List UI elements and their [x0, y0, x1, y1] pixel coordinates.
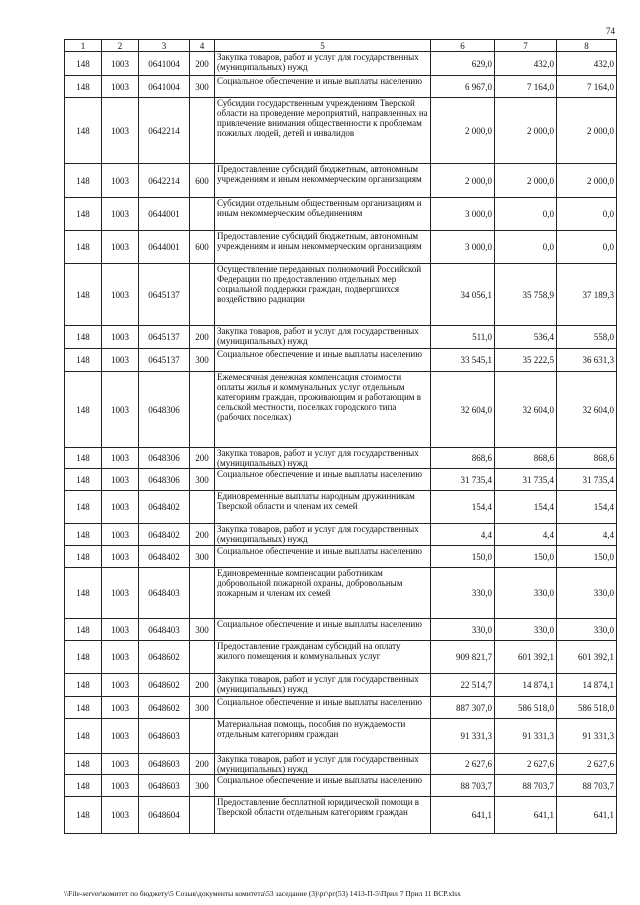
amount-year2-cell: 330,0 — [495, 568, 557, 619]
description-cell: Социальное обеспечение и иные выплаты населению — [215, 697, 431, 719]
description-cell: Закупка товаров, работ и услуг для государственных (муниципальных) нужд — [215, 52, 431, 76]
amount-year1-cell: 150,0 — [431, 546, 495, 568]
amount-year2-cell: 91 331,3 — [495, 719, 557, 754]
section-cell: 1003 — [102, 524, 139, 546]
amount-year3-cell: 586 518,0 — [557, 697, 617, 719]
section-cell: 1003 — [102, 568, 139, 619]
section-cell: 1003 — [102, 448, 139, 469]
code-admin-cell: 148 — [65, 546, 102, 568]
amount-year1-cell: 2 000,0 — [431, 164, 495, 198]
amount-year3-cell: 2 000,0 — [557, 98, 617, 164]
target-article-cell: 0648603 — [139, 775, 190, 797]
description-cell: Закупка товаров, работ и услуг для государственных (муниципальных) нужд — [215, 326, 431, 349]
code-admin-cell: 148 — [65, 619, 102, 641]
amount-year3-cell: 0,0 — [557, 231, 617, 264]
description-cell: Социальное обеспечение и иные выплаты населению — [215, 349, 431, 372]
amount-year1-cell: 330,0 — [431, 568, 495, 619]
expense-type-cell — [190, 641, 215, 674]
table-row — [65, 674, 617, 697]
section-cell: 1003 — [102, 797, 139, 834]
description-cell: Ежемесячная денежная компенсация стоимости оплаты жилья и коммунальных услуг отдельным категориям граждан, проживающим и работающим в сельской местности, поселках городского типа (рабочих поселках) — [215, 372, 431, 448]
expense-type-cell: 300 — [190, 619, 215, 641]
expense-type-cell — [190, 797, 215, 834]
table-row — [65, 469, 617, 491]
description-cell: Субсидии отдельным общественным организациям и иным некоммерческим объединениям — [215, 198, 431, 231]
amount-year3-cell: 432,0 — [557, 52, 617, 76]
col-header-3: 3 — [139, 40, 190, 52]
table-row — [65, 231, 617, 264]
amount-year3-cell: 558,0 — [557, 326, 617, 349]
budget-table-container — [64, 39, 617, 834]
description-cell: Социальное обеспечение и иные выплаты населению — [215, 775, 431, 797]
target-article-cell: 0648602 — [139, 674, 190, 697]
section-cell: 1003 — [102, 719, 139, 754]
table-row — [65, 697, 617, 719]
description-cell: Социальное обеспечение и иные выплаты населению — [215, 619, 431, 641]
table-row — [65, 491, 617, 524]
expense-type-cell — [190, 491, 215, 524]
amount-year3-cell: 91 331,3 — [557, 719, 617, 754]
code-admin-cell: 148 — [65, 524, 102, 546]
expense-type-cell — [190, 568, 215, 619]
code-admin-cell: 148 — [65, 674, 102, 697]
target-article-cell: 0642214 — [139, 164, 190, 198]
amount-year2-cell: 330,0 — [495, 619, 557, 641]
description-cell: Социальное обеспечение и иные выплаты населению — [215, 76, 431, 98]
target-article-cell: 0648402 — [139, 524, 190, 546]
amount-year2-cell: 0,0 — [495, 231, 557, 264]
expense-type-cell — [190, 98, 215, 164]
code-admin-cell: 148 — [65, 52, 102, 76]
amount-year1-cell: 909 821,7 — [431, 641, 495, 674]
table-row — [65, 76, 617, 98]
table-row — [65, 619, 617, 641]
code-admin-cell: 148 — [65, 326, 102, 349]
expense-type-cell: 300 — [190, 469, 215, 491]
amount-year2-cell: 150,0 — [495, 546, 557, 568]
target-article-cell: 0641004 — [139, 52, 190, 76]
expense-type-cell: 300 — [190, 349, 215, 372]
amount-year3-cell: 4,4 — [557, 524, 617, 546]
table-row — [65, 546, 617, 568]
col-header-6: 6 — [431, 40, 495, 52]
target-article-cell: 0642214 — [139, 98, 190, 164]
amount-year3-cell: 0,0 — [557, 198, 617, 231]
target-article-cell: 0645137 — [139, 264, 190, 326]
table-row — [65, 754, 617, 775]
budget-table — [64, 39, 617, 834]
expense-type-cell: 300 — [190, 76, 215, 98]
code-admin-cell: 148 — [65, 641, 102, 674]
target-article-cell: 0644001 — [139, 198, 190, 231]
description-cell: Предоставление субсидий бюджетным, автономным учреждениям и иным некоммерческим организациям — [215, 164, 431, 198]
target-article-cell: 0648306 — [139, 448, 190, 469]
amount-year3-cell: 37 189,3 — [557, 264, 617, 326]
target-article-cell: 0648403 — [139, 568, 190, 619]
amount-year3-cell: 36 631,3 — [557, 349, 617, 372]
code-admin-cell: 148 — [65, 469, 102, 491]
amount-year3-cell: 641,1 — [557, 797, 617, 834]
expense-type-cell: 200 — [190, 326, 215, 349]
expense-type-cell: 300 — [190, 546, 215, 568]
target-article-cell: 0648306 — [139, 372, 190, 448]
col-header-4: 4 — [190, 40, 215, 52]
amount-year2-cell: 88 703,7 — [495, 775, 557, 797]
code-admin-cell: 148 — [65, 754, 102, 775]
table-row — [65, 448, 617, 469]
amount-year1-cell: 33 545,1 — [431, 349, 495, 372]
amount-year1-cell: 6 967,0 — [431, 76, 495, 98]
amount-year3-cell: 330,0 — [557, 568, 617, 619]
amount-year2-cell: 0,0 — [495, 198, 557, 231]
amount-year2-cell: 2 627,6 — [495, 754, 557, 775]
section-cell: 1003 — [102, 164, 139, 198]
amount-year1-cell: 887 307,0 — [431, 697, 495, 719]
description-cell: Осуществление переданных полномочий Российской Федерации по предоставлению отдельных мер социальной поддержки граждан, подвергшихся воздействию радиации — [215, 264, 431, 326]
section-cell: 1003 — [102, 326, 139, 349]
amount-year2-cell: 35 758,9 — [495, 264, 557, 326]
target-article-cell: 0648402 — [139, 491, 190, 524]
code-admin-cell: 148 — [65, 264, 102, 326]
expense-type-cell — [190, 372, 215, 448]
section-cell: 1003 — [102, 491, 139, 524]
amount-year2-cell: 32 604,0 — [495, 372, 557, 448]
table-row — [65, 524, 617, 546]
amount-year2-cell: 601 392,1 — [495, 641, 557, 674]
amount-year2-cell: 31 735,4 — [495, 469, 557, 491]
section-cell: 1003 — [102, 76, 139, 98]
section-cell: 1003 — [102, 198, 139, 231]
amount-year1-cell: 2 000,0 — [431, 98, 495, 164]
amount-year2-cell: 4,4 — [495, 524, 557, 546]
description-cell: Закупка товаров, работ и услуг для государственных (муниципальных) нужд — [215, 754, 431, 775]
amount-year1-cell: 3 000,0 — [431, 198, 495, 231]
expense-type-cell: 600 — [190, 231, 215, 264]
amount-year3-cell: 32 604,0 — [557, 372, 617, 448]
col-header-2: 2 — [102, 40, 139, 52]
target-article-cell: 0648602 — [139, 641, 190, 674]
amount-year3-cell: 150,0 — [557, 546, 617, 568]
code-admin-cell: 148 — [65, 775, 102, 797]
page-number: 74 — [606, 26, 615, 36]
amount-year3-cell: 88 703,7 — [557, 775, 617, 797]
amount-year1-cell: 32 604,0 — [431, 372, 495, 448]
amount-year1-cell: 2 627,6 — [431, 754, 495, 775]
section-cell: 1003 — [102, 619, 139, 641]
target-article-cell: 0644001 — [139, 231, 190, 264]
table-row — [65, 797, 617, 834]
col-header-8: 8 — [557, 40, 617, 52]
description-cell: Субсидии государственным учреждениям Тверской области на проведение мероприятий, направленных на привлечение внимания общественности к проблемам пожилых людей, детей и инвалидов — [215, 98, 431, 164]
amount-year1-cell: 34 056,1 — [431, 264, 495, 326]
code-admin-cell: 148 — [65, 164, 102, 198]
code-admin-cell: 148 — [65, 719, 102, 754]
amount-year1-cell: 629,0 — [431, 52, 495, 76]
amount-year3-cell: 14 874,1 — [557, 674, 617, 697]
target-article-cell: 0648403 — [139, 619, 190, 641]
target-article-cell: 0648603 — [139, 754, 190, 775]
amount-year2-cell: 868,6 — [495, 448, 557, 469]
description-cell: Единовременные компенсации работникам добровольной пожарной охраны, добровольным пожарным и членам их семей — [215, 568, 431, 619]
table-row — [65, 641, 617, 674]
code-admin-cell: 148 — [65, 697, 102, 719]
description-cell: Единовременные выплаты народным дружинникам Тверской области и членам их семей — [215, 491, 431, 524]
target-article-cell: 0648402 — [139, 546, 190, 568]
expense-type-cell: 200 — [190, 674, 215, 697]
section-cell: 1003 — [102, 641, 139, 674]
section-cell: 1003 — [102, 372, 139, 448]
target-article-cell: 0648604 — [139, 797, 190, 834]
description-cell: Закупка товаров, работ и услуг для государственных (муниципальных) нужд — [215, 674, 431, 697]
amount-year2-cell: 536,4 — [495, 326, 557, 349]
amount-year2-cell: 2 000,0 — [495, 164, 557, 198]
amount-year3-cell: 601 392,1 — [557, 641, 617, 674]
description-cell: Предоставление гражданам субсидий на оплату жилого помещения и коммунальных услуг — [215, 641, 431, 674]
table-row — [65, 349, 617, 372]
table-row — [65, 719, 617, 754]
amount-year1-cell: 641,1 — [431, 797, 495, 834]
target-article-cell: 0648602 — [139, 697, 190, 719]
table-row — [65, 164, 617, 198]
amount-year2-cell: 2 000,0 — [495, 98, 557, 164]
description-cell: Предоставление субсидий бюджетным, автономным учреждениям и иным некоммерческим организациям — [215, 231, 431, 264]
amount-year2-cell: 432,0 — [495, 52, 557, 76]
amount-year3-cell: 330,0 — [557, 619, 617, 641]
expense-type-cell: 200 — [190, 754, 215, 775]
amount-year3-cell: 2 627,6 — [557, 754, 617, 775]
expense-type-cell — [190, 264, 215, 326]
section-cell: 1003 — [102, 231, 139, 264]
expense-type-cell: 200 — [190, 524, 215, 546]
expense-type-cell: 200 — [190, 448, 215, 469]
code-admin-cell: 148 — [65, 349, 102, 372]
section-cell: 1003 — [102, 52, 139, 76]
amount-year1-cell: 91 331,3 — [431, 719, 495, 754]
amount-year1-cell: 511,0 — [431, 326, 495, 349]
col-header-1: 1 — [65, 40, 102, 52]
target-article-cell: 0645137 — [139, 326, 190, 349]
amount-year2-cell: 35 222,5 — [495, 349, 557, 372]
description-cell: Закупка товаров, работ и услуг для государственных (муниципальных) нужд — [215, 448, 431, 469]
section-cell: 1003 — [102, 775, 139, 797]
amount-year3-cell: 868,6 — [557, 448, 617, 469]
table-row — [65, 198, 617, 231]
description-cell: Закупка товаров, работ и услуг для государственных (муниципальных) нужд — [215, 524, 431, 546]
description-cell: Социальное обеспечение и иные выплаты населению — [215, 546, 431, 568]
amount-year1-cell: 4,4 — [431, 524, 495, 546]
section-cell: 1003 — [102, 98, 139, 164]
amount-year1-cell: 88 703,7 — [431, 775, 495, 797]
amount-year1-cell: 868,6 — [431, 448, 495, 469]
amount-year2-cell: 154,4 — [495, 491, 557, 524]
section-cell: 1003 — [102, 754, 139, 775]
amount-year3-cell: 154,4 — [557, 491, 617, 524]
table-row — [65, 52, 617, 76]
amount-year1-cell: 22 514,7 — [431, 674, 495, 697]
expense-type-cell: 600 — [190, 164, 215, 198]
description-cell: Социальное обеспечение и иные выплаты населению — [215, 469, 431, 491]
expense-type-cell — [190, 198, 215, 231]
code-admin-cell: 148 — [65, 198, 102, 231]
amount-year1-cell: 3 000,0 — [431, 231, 495, 264]
amount-year1-cell: 31 735,4 — [431, 469, 495, 491]
amount-year1-cell: 330,0 — [431, 619, 495, 641]
description-cell: Материальная помощь, пособия по нуждаемости отдельным категориям граждан — [215, 719, 431, 754]
code-admin-cell: 148 — [65, 98, 102, 164]
header-row — [65, 40, 617, 52]
section-cell: 1003 — [102, 697, 139, 719]
table-body — [65, 52, 617, 834]
code-admin-cell: 148 — [65, 372, 102, 448]
code-admin-cell: 148 — [65, 797, 102, 834]
target-article-cell: 0648603 — [139, 719, 190, 754]
table-row — [65, 326, 617, 349]
table-row — [65, 98, 617, 164]
file-path-footer: \\File-server\комитет по бюджету\5 Созыв\документы комитета\53 заседание (3)\рг\рг(53) 1413-П-5\Прил 7 Прил 11 ВСР.xlsx — [64, 889, 461, 898]
section-cell: 1003 — [102, 264, 139, 326]
amount-year1-cell: 154,4 — [431, 491, 495, 524]
target-article-cell: 0641004 — [139, 76, 190, 98]
section-cell: 1003 — [102, 349, 139, 372]
table-row — [65, 264, 617, 326]
amount-year3-cell: 7 164,0 — [557, 76, 617, 98]
code-admin-cell: 148 — [65, 448, 102, 469]
amount-year2-cell: 641,1 — [495, 797, 557, 834]
target-article-cell: 0648306 — [139, 469, 190, 491]
amount-year2-cell: 586 518,0 — [495, 697, 557, 719]
description-cell: Предоставление бесплатной юридической помощи в Тверской области отдельным категориям граждан — [215, 797, 431, 834]
table-row — [65, 568, 617, 619]
section-cell: 1003 — [102, 674, 139, 697]
code-admin-cell: 148 — [65, 76, 102, 98]
section-cell: 1003 — [102, 469, 139, 491]
code-admin-cell: 148 — [65, 231, 102, 264]
section-cell: 1003 — [102, 546, 139, 568]
col-header-5: 5 — [215, 40, 431, 52]
table-row — [65, 372, 617, 448]
amount-year3-cell: 2 000,0 — [557, 164, 617, 198]
code-admin-cell: 148 — [65, 491, 102, 524]
expense-type-cell: 200 — [190, 52, 215, 76]
col-header-7: 7 — [495, 40, 557, 52]
expense-type-cell: 300 — [190, 775, 215, 797]
amount-year3-cell: 31 735,4 — [557, 469, 617, 491]
expense-type-cell: 300 — [190, 697, 215, 719]
code-admin-cell: 148 — [65, 568, 102, 619]
expense-type-cell — [190, 719, 215, 754]
amount-year2-cell: 7 164,0 — [495, 76, 557, 98]
table-row — [65, 775, 617, 797]
target-article-cell: 0645137 — [139, 349, 190, 372]
amount-year2-cell: 14 874,1 — [495, 674, 557, 697]
